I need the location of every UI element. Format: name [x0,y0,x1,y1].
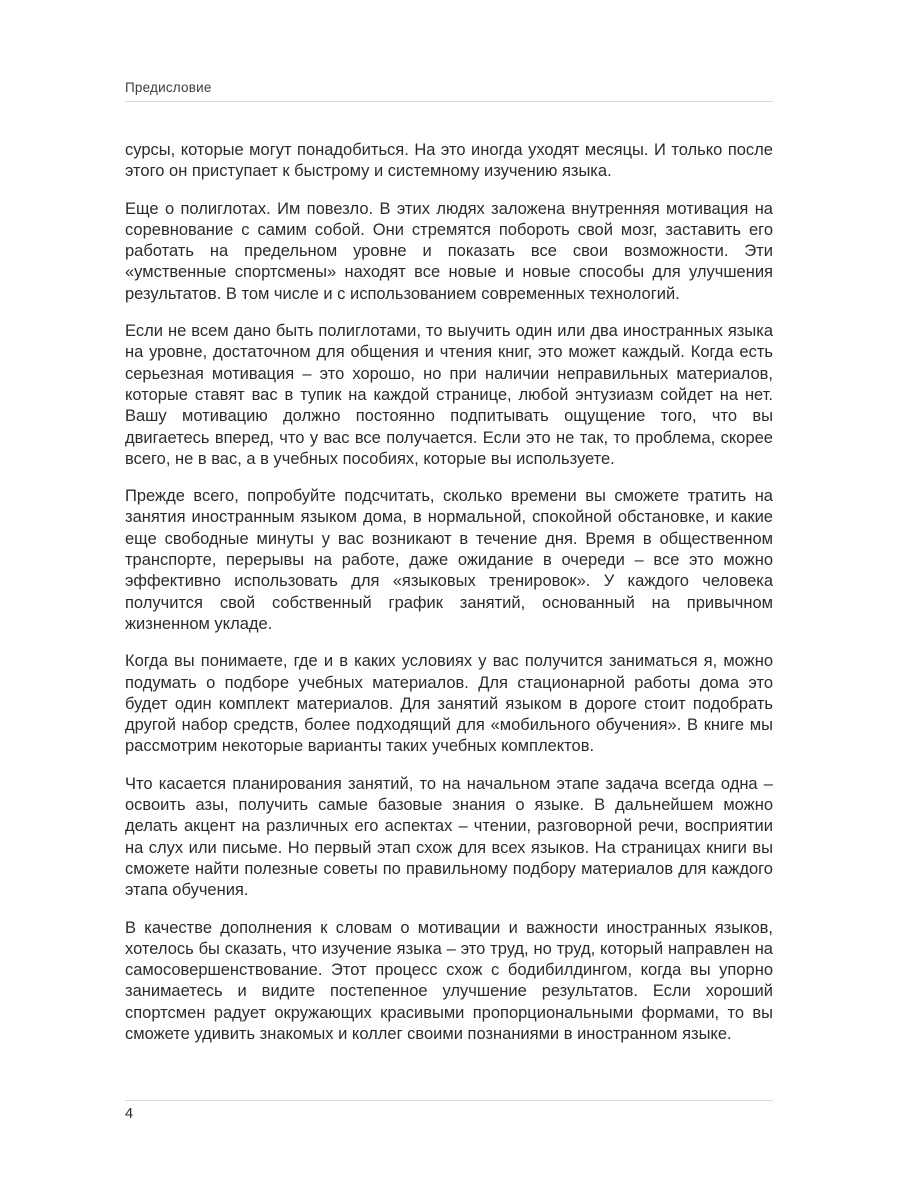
page-body-text [125,140,773,1045]
paragraph: Когда вы понимаете, где и в каких условиях у вас получится заниматься я, можно подумать о подборе учебных материалов. Для стационарной работы дома это будет один комплект материалов. Для занятий языком в дороге стоит подобрать другой набор средств, более подходящий для «мобильного обучения». В книге мы рассмотрим некоторые варианты таких учебных комплектов. [125,652,773,756]
paragraph: Прежде всего, попробуйте подсчитать, сколько времени вы сможете тратить на занятия иностранным языком дома, в нормальной, спокойной обстановке, и какие еще свободные минуты у вас возникают в течение дня. Время в общественном транспорте, перерывы на работе, даже ожидание в очереди – все это можно эффективно использовать для «языковых тренировок». У каждого человека получится свой собственный график занятий, основанный на привычном жизненном укладе. [125,487,773,633]
paragraph: сурсы, которые могут понадобиться. На это иногда уходят месяцы. И только после этого он приступает к быстрому и системному изучению языка. [125,141,773,181]
footer-rule [125,1100,773,1101]
paragraph: Еще о полиглотах. Им повезло. В этих людях заложена внутренняя мотивация на соревнование с самим собой. Они стремятся побороть свой мозг, заставить его работать на предельном уровне и показать все свои возможности. Эти «умственные спортсмены» находят все новые и новые способы для улучшения результатов. В том числе и с использованием современных технологий. [125,199,773,303]
paragraph: Что касается планирования занятий, то на начальном этапе задача всегда одна – освоить азы, получить самые базовые знания о языке. В дальнейшем можно делать акцент на различных его аспектах – чтении, разговорной речи, восприятии на слух или письме. Но первый этап схож для всех языков. На страницах книги вы сможете найти полезные советы по правильному подбору материалов для каждого этапа обучения. [125,774,773,900]
paragraph: Если не всем дано быть полиглотами, то выучить один или два иностранных языка на уровне, достаточном для общения и чтения книг, это может каждый. Когда есть серьезная мотивация – это хорошо, но при наличии неправильных материалов, которые ставят вас в тупик на каждой странице, любой энтузиазм сойдет на нет. Вашу мотивацию должно постоянно подпитывать ощущение того, что вы двигаетесь вперед, что у вас все получается. Если это не так, то проблема, скорее всего, не в вас, а в учебных пособиях, которые вы используете. [125,322,773,468]
paragraph: В качестве дополнения к словам о мотивации и важности иностранных языков, хотелось бы сказать, что изучение языка – это труд, но труд, который направлен на самосовершенствование. Этот процесс схож с бодибилдингом, когда вы упорно занимаетесь и видите постепенное улучшение результатов. Если хороший спортсмен радует окружающих красивыми пропорциональными формами, то вы сможете удивить знакомых и коллег своими познаниями в иностранном языке. [125,918,773,1043]
header-rule [125,101,773,102]
running-header-title: Предисловие [125,80,212,95]
page-number: 4 [125,1106,134,1122]
